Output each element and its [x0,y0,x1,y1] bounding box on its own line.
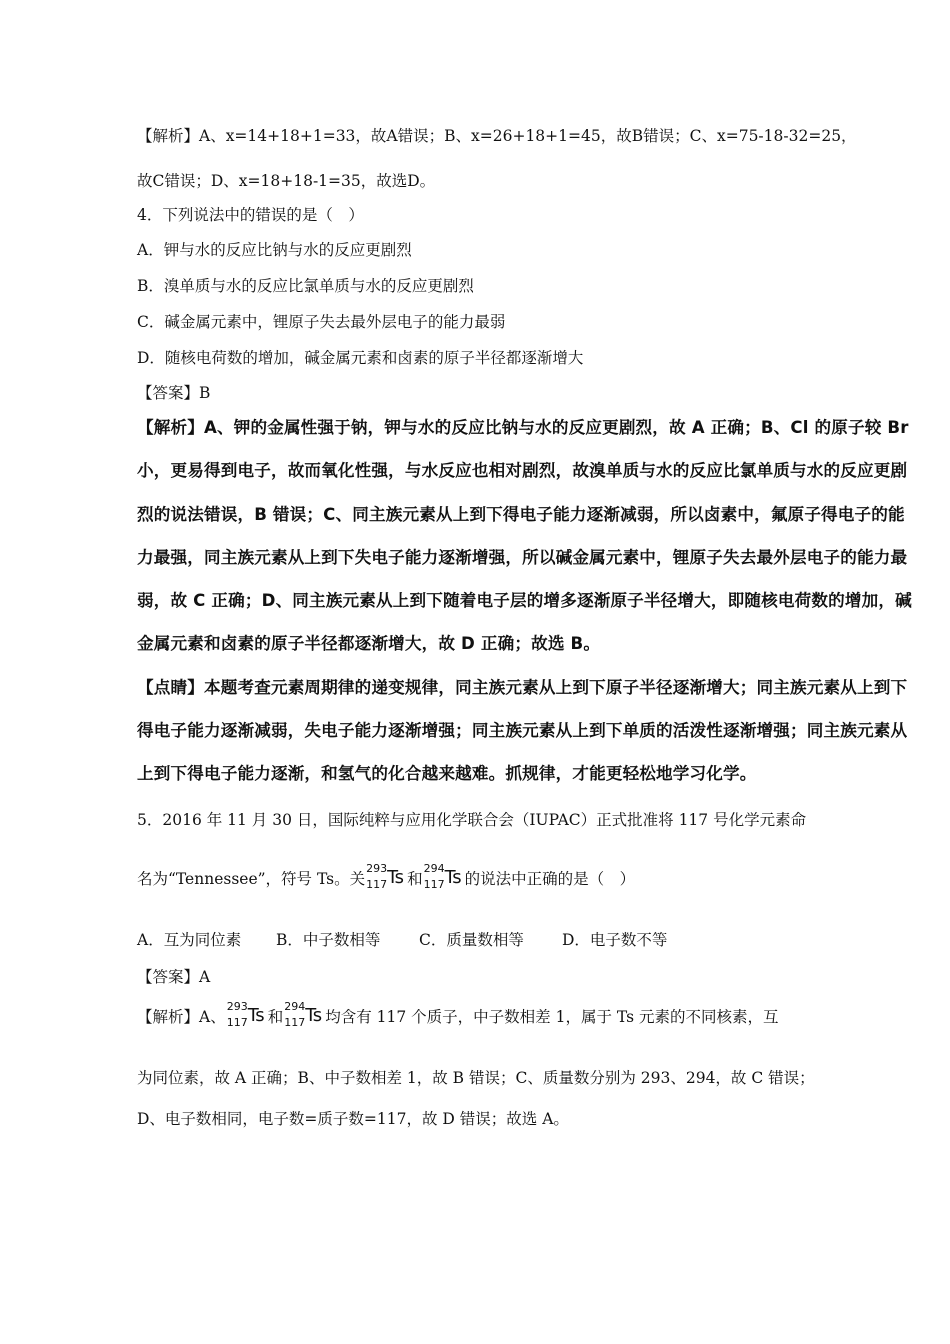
nuclide-symbol: Ts [305,1005,322,1026]
q3-analysis-line-2: 故C错误；D、x=18+18-1=35，故选D。 [137,172,436,190]
nuclide-symbol: Ts [444,867,462,888]
q5-analysis-text-b: 和 [267,1008,284,1026]
q4-tip-line-2: 得电子能力逐渐减弱，失电子能力逐渐增强；同主族元素从上到下单质的活泼性逐渐增强；同主族元素从 [137,721,908,740]
q3-analysis-line-1: 【解析】A、x=14+18+1=33，故A错误；B、x=26+18+1=45，故B错误；C、x=75-18-32=25， [137,127,857,145]
q5-stem-text-a: 名为“Tennessee”，符号 Ts。关 [137,870,366,888]
q4-analysis-line-1: 【解析】A、钾的金属性强于钠，钾与水的反应比钠与水的反应更剧烈，故 A 正确；B、Cl 的原子较 Br [137,418,909,437]
q5-option-b: B．中子数相等 [276,931,381,949]
nuclide-atomic-number: 117 [366,878,388,891]
q4-option-c: C．碱金属元素中，锂原子失去最外层电子的能力最弱 [137,313,506,331]
q5-option-d: D．电子数不等 [562,931,668,949]
q5-stem-text-b: 和 [407,870,423,888]
q4-option-d: D．随核电荷数的增加，碱金属元素和卤素的原子半径都逐渐增大 [137,349,584,367]
q5-analysis-text-a: 【解析】A、 [137,1008,226,1026]
q5-stem-line-2 [137,862,636,894]
q4-answer: 【答案】B [137,384,211,402]
q5-stem-line-1: 5．2016 年 11 月 30 日，国际纯粹与应用化学联合会（IUPAC）正式批准将 117 号化学元素命 [137,811,807,829]
q5-option-c: C．质量数相等 [419,931,524,949]
q4-analysis-line-4: 力最强，同主族元素从上到下失电子能力逐渐增强，所以碱金属元素中，锂原子失去最外层电子的能力最 [137,548,908,567]
q4-analysis-line-2: 小，更易得到电子，故而氧化性强，与水反应也相对剧烈，故溴单质与水的反应比氯单质与水的反应更剧 [137,461,908,480]
nuclide-atomic-number: 117 [226,1016,248,1029]
nuclide-ts-293 [226,1000,267,1032]
q4-option-a: A．钾与水的反应比钠与水的反应更剧烈 [137,241,412,259]
q4-analysis-line-3: 烈的说法错误，B 错误；C、同主族元素从上到下得电子能力逐渐减弱，所以卤素中，氟原子得电子的能 [137,505,905,524]
q5-analysis-text-c: 均含有 117 个质子，中子数相差 1，属于 Ts 元素的不同核素，互 [325,1008,779,1026]
nuclide-atomic-number: 117 [284,1016,306,1029]
q4-tip-line-3: 上到下得电子能力逐渐，和氢气的化合越来越难。抓规律，才能更轻松地学习化学。 [137,764,757,783]
nuclide-ts-294 [284,1000,324,1032]
nuclide-mass: 293 [366,862,388,875]
q4-stem: 4．下列说法中的错误的是（ ） [137,206,364,224]
nuclide-symbol: Ts [247,1005,265,1026]
q4-tip-line-1: 【点睛】本题考查元素周期律的递变规律，同主族元素从上到下原子半径逐渐增大；同主族元素从上到下 [137,678,908,697]
q5-analysis-line-2: 为同位素，故 A 正确；B、中子数相差 1，故 B 错误；C、质量数分别为 293、294，故 C 错误； [137,1069,815,1087]
nuclide-ts-294 [423,862,464,894]
nuclide-symbol: Ts [387,867,404,888]
nuclide-ts-293 [366,862,406,894]
q5-analysis-line-3: D、电子数相同，电子数=质子数=117，故 D 错误；故选 A。 [137,1110,569,1128]
q4-option-b: B．溴单质与水的反应比氯单质与水的反应更剧烈 [137,277,474,295]
q5-stem-text-c: 的说法中正确的是（ ） [464,870,636,888]
q5-answer: 【答案】A [137,968,211,986]
q5-option-a: A．互为同位素 [137,931,242,949]
nuclide-mass: 294 [284,1000,306,1013]
nuclide-atomic-number: 117 [423,878,445,891]
nuclide-mass: 294 [423,862,445,875]
q5-analysis-line-1 [137,1000,779,1032]
q4-analysis-line-5: 弱，故 C 正确；D、同主族元素从上到下随着电子层的增多逐渐原子半径增大，即随核电荷数的增加，碱 [137,591,912,610]
nuclide-mass: 293 [226,1000,248,1013]
q4-analysis-line-6: 金属元素和卤素的原子半径都逐渐增大，故 D 正确；故选 B。 [137,634,601,653]
